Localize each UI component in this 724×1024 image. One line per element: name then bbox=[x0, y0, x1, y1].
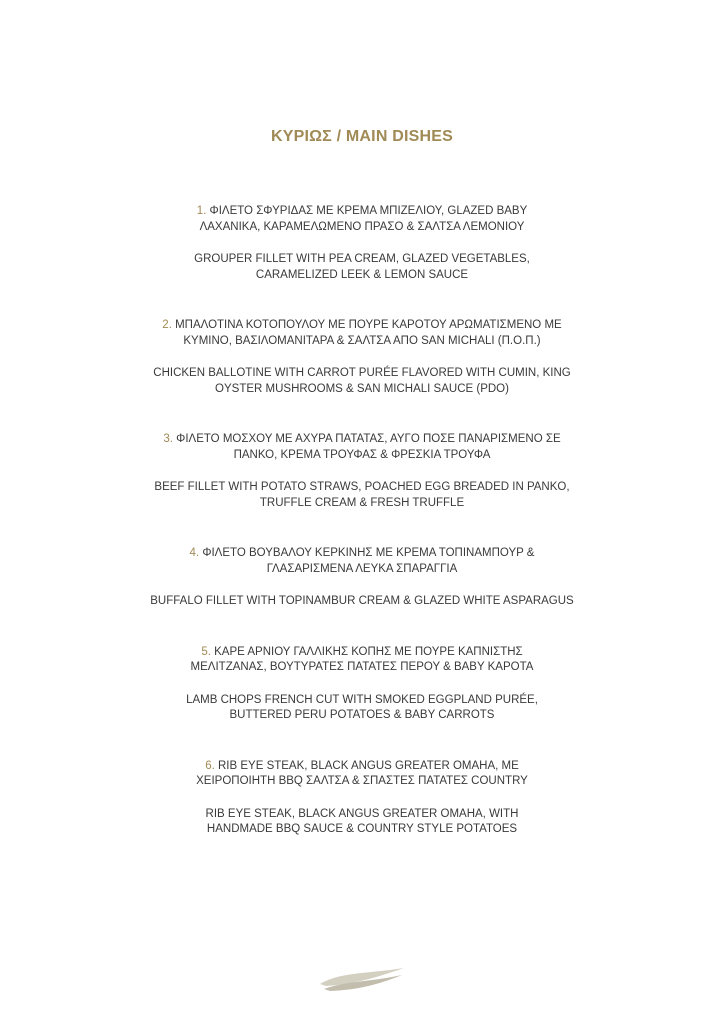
greek-line: ΛΑΧΑΝΙΚΑ, ΚΑΡΑΜΕΛΩΜΕΝΟ ΠΡΑΣΟ & ΣΑΛΤΣΑ ΛΕΜΟΝΙΟΥ bbox=[199, 220, 525, 233]
greek-line: ΠΑΝΚΟ, ΚΡΕΜΑ ΤΡΟΥΦΑΣ & ΦΡΕΣΚΙΑ ΤΡΟΥΦΑ bbox=[233, 448, 491, 461]
english-line: CHICKEN BALLOTINE WITH CARROT PURÉE FLAVORED WITH CUMIN, KING bbox=[153, 367, 571, 379]
greek-line: ΦΙΛΕΤΟ ΣΦΥΡΙΔΑΣ ΜΕ ΚΡΕΜΑ ΜΠΙΖΕΛΙΟΥ, GLAZED BABY bbox=[209, 205, 528, 217]
greek-description bbox=[0, 318, 724, 349]
english-description bbox=[0, 594, 724, 610]
english-description bbox=[0, 693, 724, 724]
greek-description bbox=[0, 645, 724, 676]
greek-description bbox=[0, 432, 724, 463]
english-line: OYSTER MUSHROOMS & SAN MICHALI SAUCE (PDO) bbox=[215, 382, 509, 395]
item-number: 2. bbox=[162, 319, 172, 331]
greek-description bbox=[0, 546, 724, 577]
item-number: 5. bbox=[201, 645, 211, 658]
greek-line: ΦΙΛΕΤΟ ΜΟΣΧΟΥ ΜΕ ΑΧΥΡΑ ΠΑΤΑΤΑΣ, ΑΥΓΟ ΠΟΣΕ ΠΑΝΑΡΙΣΜΕΝΟ ΣΕ bbox=[176, 433, 561, 445]
item-number: 3. bbox=[163, 433, 173, 445]
greek-line: ΓΛΑΣΑΡΙΣΜΕΝΑ ΛΕΥΚΑ ΣΠΑΡΑΓΓΙΑ bbox=[266, 562, 458, 575]
greek-description bbox=[0, 759, 724, 790]
english-line: LAMB CHOPS FRENCH CUT WITH SMOKED EGGPLAND PURÉE, bbox=[186, 693, 538, 706]
english-line: HANDMADE BBQ SAUCE & COUNTRY STYLE POTATOES bbox=[206, 823, 518, 835]
menu-list bbox=[0, 204, 724, 838]
english-line: BUTTERED PERU POTATOES & BABY CARROTS bbox=[229, 709, 495, 721]
item-number: 6. bbox=[205, 759, 215, 772]
english-description bbox=[0, 807, 724, 838]
greek-line: ΜΕΛΙΤΖΑΝΑΣ, ΒΟΥΤΥΡΑΤΕΣ ΠΑΤΑΤΕΣ ΠΕΡΟΥ & BABY ΚΑΡΟΤΑ bbox=[190, 661, 534, 673]
english-description bbox=[0, 480, 724, 511]
english-line: BEEF FILLET WITH POTATO STRAWS, POACHED EGG BREADED IN PANKO, bbox=[154, 481, 570, 493]
greek-line: ΧΕΙΡΟΠΟΙΗΤΗ BBQ ΣΑΛΤΣΑ & ΣΠΑΣΤΕΣ ΠΑΤΑΤΕΣ COUNTRY bbox=[196, 775, 528, 787]
english-line: BUFFALO FILLET WITH TOPINAMBUR CREAM & GLAZED WHITE ASPARAGUS bbox=[150, 595, 574, 607]
english-line: TRUFFLE CREAM & FRESH TRUFFLE bbox=[259, 496, 465, 509]
greek-line: ΚΑΡΕ ΑΡΝΙΟΥ ΓΑΛΛΙΚΗΣ ΚΟΠΗΣ ΜΕ ΠΟΥΡΕ ΚΑΠΝΙΣΤΗΣ bbox=[214, 645, 523, 658]
english-line: GROUPER FILLET WITH PEA CREAM, GLAZED VEGETABLES, bbox=[194, 253, 530, 265]
greek-description bbox=[0, 204, 724, 235]
greek-line: ΦΙΛΕΤΟ ΒΟΥΒΑΛΟΥ ΚΕΡΚΙΝΗΣ ΜΕ ΚΡΕΜΑ ΤΟΠΙΝΑΜΠΟΥΡ & bbox=[202, 547, 535, 559]
item-number: 1. bbox=[196, 205, 207, 217]
item-number: 4. bbox=[189, 547, 200, 559]
menu-item bbox=[0, 204, 724, 283]
english-description bbox=[0, 252, 724, 283]
menu-item bbox=[0, 318, 724, 397]
page-title: ΚΥΡΙΩΣ / MAIN DISHES bbox=[270, 128, 453, 145]
greek-line: ΚΥΜΙΝΟ, ΒΑΣΙΛΟΜΑΝΙΤΑΡΑ & ΣΑΛΤΣΑ ΑΠΟ SAN MICHALI (Π.Ο.Π.) bbox=[183, 334, 541, 347]
english-line: CARAMELIZED LEEK & LEMON SAUCE bbox=[255, 268, 469, 281]
menu-item bbox=[0, 645, 724, 724]
english-description bbox=[0, 366, 724, 397]
english-line: RIB EYE STEAK, BLACK ANGUS GREATER OMAHA, WITH bbox=[205, 807, 519, 820]
menu-item bbox=[0, 432, 724, 511]
greek-line: ΜΠΑΛΟΤΙΝΑ ΚΟΤΟΠΟΥΛΟΥ ΜΕ ΠΟΥΡΕ ΚΑΡΟΤΟΥ ΑΡΩΜΑΤΙΣΜΕΝΟ ΜΕ bbox=[175, 319, 562, 331]
wave-logo-icon bbox=[318, 964, 406, 994]
menu-item bbox=[0, 546, 724, 610]
menu-item bbox=[0, 759, 724, 838]
greek-line: RIB EYE STEAK, BLACK ANGUS GREATER OMAHA, ΜΕ bbox=[218, 759, 519, 772]
